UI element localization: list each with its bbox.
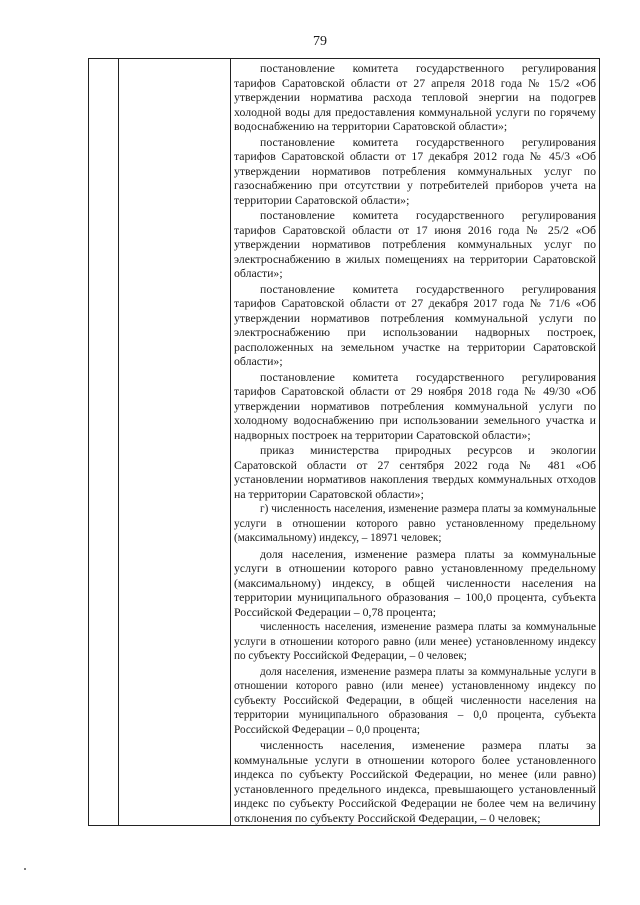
paragraph: постановление комитета государственного регулирования тарифов Саратовской области от 17 июня 2016 года № 25/2 «Об утверждении нормативов потребления коммунальных услуг по электроснабжению в жилых помещениях на территории Саратовской области»;	[234, 208, 596, 280]
paragraph: доля населения, изменение размера платы за коммунальные услуги в отношении которого равно установленному предельному (максимальному) индексу, в общей численности населения на территории муниципального образования – 100,0 процента, субъекта Российской Федерации – 0,78 процента;	[234, 546, 596, 619]
paragraph: численность населения, изменение размера платы за коммунальные услуги в отношении которого равно (или менее) установленному индексу по субъекту Российской Федерации, – 0 человек;	[234, 621, 596, 662]
scan-artifact	[24, 868, 26, 870]
page-number: 79	[313, 34, 327, 49]
paragraph: постановление комитета государственного регулирования тарифов Саратовской области от 27 апреля 2018 года № 15/2 «Об утверждении норматива расхода тепловой энергии на подогрев холодной воды для предоставления коммунальной услуги по горячему водоснабжению на территории Саратовской области»;	[234, 61, 596, 133]
paragraph: численность населения, изменение размера платы за коммунальные услуги в отношении которого более установленного индекса по субъекту Российской Федерации, но менее (или равно) установленного предельного индекса, превышающего установленный индекс по субъекту Российской Федерации не более чем на величину отклонения по субъекту Российской Федерации, – 0 человек;	[234, 738, 596, 825]
table-cell-text	[234, 61, 596, 825]
paragraph: постановление комитета государственного регулирования тарифов Саратовской области от 27 декабря 2017 года № 71/6 «Об утверждении нормативов потребления коммунальной услуги по электроснабжению при использовании надворных построек, расположенных на земельном участке на территории Саратовской области»;	[234, 281, 596, 368]
column-divider	[230, 59, 231, 825]
paragraph: постановление комитета государственного регулирования тарифов Саратовской области от 17 декабря 2012 года № 45/3 «Об утверждении нормативов потребления коммунальных услуг по газоснабжению при отсутствии у потребителей приборов учета на территории Саратовской области»;	[234, 134, 596, 207]
paragraph: доля населения, изменение размера платы за коммунальные услуги в отношении которого равно (или менее) установленному индексу по субъекту Российской Федерации, в общей численности населения на территории муниципального образования – 0,0 процента, субъекта Российской Федерации – 0,0 процента;	[234, 665, 596, 736]
table-frame	[88, 58, 600, 826]
paragraph: г) численность населения, изменение размера платы за коммунальные услуги в отношении которого равно установленному предельному (максимальному) индексу, – 18971 человек;	[234, 503, 596, 544]
column-divider	[118, 59, 119, 825]
paragraph: постановление комитета государственного регулирования тарифов Саратовской области от 29 ноября 2018 года № 49/30 «Об утверждении нормативов потребления коммунальной услуги по холодному водоснабжению при использовании земельного участка и надворных построек на территории Саратовской области»;	[234, 369, 596, 442]
paragraph: приказ министерства природных ресурсов и экологии Саратовской области от 27 сентября 2022 года № 481 «Об установлении нормативов накопления твердых коммунальных отходов на территории Саратовской области»;	[234, 443, 596, 501]
